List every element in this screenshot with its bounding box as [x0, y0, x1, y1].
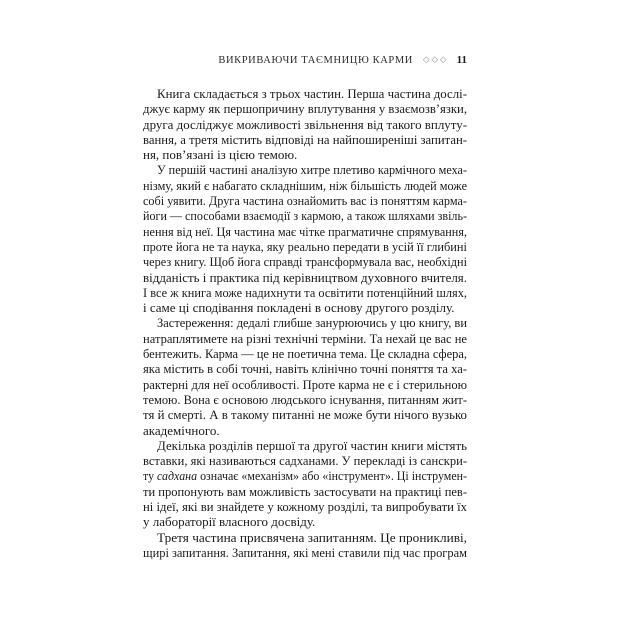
text-line: ту садхана означає «механізм» або «інструмент». Ці інструмен- [143, 468, 468, 484]
text-line: у лабораторії власного досвіду. [143, 514, 316, 530]
text-line: І все ж книга може надихнути та освітити потенційний шлях, [143, 284, 467, 300]
paragraph [143, 438, 467, 530]
page-text [143, 86, 467, 560]
text-line: відданість і практика під керівництвом духовного вчителя. [143, 269, 467, 285]
text-line: собі уявити. Друга частина ознайомить вас із поняттям карма- [143, 193, 467, 209]
paragraph [143, 315, 467, 437]
text-line: вання, а третя містить відповіді на найпоширеніші запитан- [143, 131, 467, 147]
running-header-title: ВИКРИВАЮЧИ ТАЄМНИЦЮ КАРМИ [218, 55, 413, 66]
text-line: нізму, який є набагато складнішим, ніж більшість людей може [143, 177, 467, 193]
text-line: яка містить в собі точні, навіть клінічно точні поняття та ха- [143, 361, 467, 377]
text-line: бентежить. Карма — це не поетична тема. Це складна сфера, [143, 346, 467, 362]
text-line: Застереження: дедалі глибше занурюючись у цю книгу, ви [157, 315, 467, 331]
text-line: ні ідеї, які ви знайдете у кожному розділі, та випробувати їх [143, 499, 467, 515]
text-line: академічного. [143, 422, 220, 438]
text-line: йоги — способами взаємодії з кармою, а також шляхами звіль- [143, 208, 467, 224]
text-line: Третя частина присвячена запитанням. Це проникливі, [157, 529, 467, 545]
paragraph [143, 86, 467, 162]
text-line: ти пропонують вам можливість застосувати на практиці пев- [143, 483, 467, 499]
text-line: Декілька розділів першої та другої частин книги містять [157, 437, 467, 453]
paragraph [143, 162, 467, 315]
text-line: тя й смерті. А в такому питанні не може бути нічого вузько [143, 407, 467, 423]
diamond-ornament-icon: ◇◇◇ [422, 54, 449, 64]
text-line: ня, пов’язані із цією темою. [143, 147, 298, 163]
text-line: друга досліджує можливості звільнення від такого вплуту- [143, 116, 467, 132]
text-line: У першій частині аналізую хитре плетиво кармічного меха- [157, 162, 467, 178]
text-line: щирі запитання. Запитання, які мені ставили під час програм [143, 544, 467, 560]
text-line: джує карму як першопричину вплутування у взаємозв’язки, [143, 101, 467, 117]
text-line: рактерні для неї особливості. Проте карма не є і стерильною [143, 376, 467, 392]
text-line: натраплятимете на різні технічні терміни. Та нехай це вас не [143, 330, 467, 346]
text-line: через книгу. Щоб йога справді трансформувала вас, необхідні [143, 254, 467, 270]
text-line: темою. Вона є основою людського існування, питанням жит- [143, 391, 467, 407]
text-line: нення від неї. Ця частина має чітке прагматичне спрямування, [143, 223, 467, 239]
text-line: проте йога не та наука, яку реально передати в усій її глибині [143, 238, 467, 254]
text-line: вставки, які називаються садханами. У перекладі із санскри- [143, 453, 467, 469]
text-line: і саме ці сподівання покладені в основу другого розділу. [143, 300, 455, 316]
text-line: Книга складається з трьох частин. Перша частина дослі- [157, 86, 467, 101]
page-number: 11 [456, 54, 467, 66]
running-header [0, 50, 467, 68]
paragraph [143, 530, 467, 561]
